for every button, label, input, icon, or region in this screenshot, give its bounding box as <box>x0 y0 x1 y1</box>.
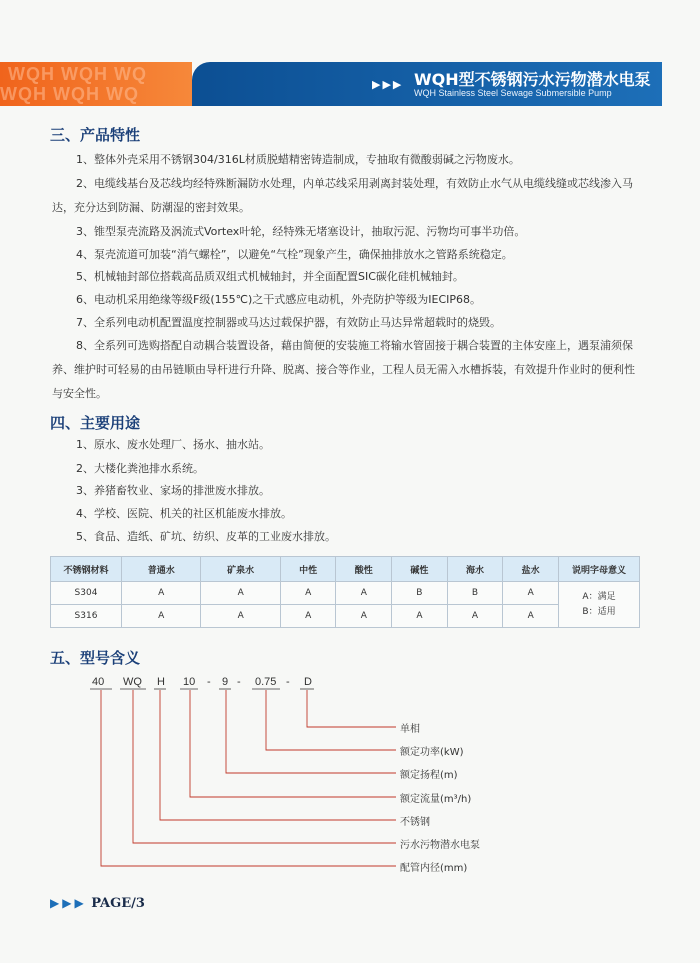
model-title: 五、型号含义 <box>50 649 141 667</box>
header-watermark: WQH WQH WQ <box>8 64 147 84</box>
code-dash: - <box>207 676 211 688</box>
annotation-flow: 额定流量(m³/h) <box>400 794 472 805</box>
legend-a: A：满足 <box>582 591 616 602</box>
code-head: 9 <box>222 676 229 688</box>
code-pipe-diameter: 40 <box>92 676 105 688</box>
table-header: 不锈钢材料 <box>51 557 122 582</box>
table-header: 海水 <box>447 557 503 582</box>
annotation-power: 额定功率(kW) <box>400 747 464 758</box>
feature-item: 4、泵壳流道可加装“消气螺栓”，以避免“气栓”现象产生，确保抽排放水之管路系统稳定。 <box>76 248 513 261</box>
code-material: H <box>157 676 165 688</box>
table-header: 说明字母意义 <box>559 557 640 582</box>
code-phase: D <box>304 676 312 688</box>
code-dash: - <box>237 676 241 688</box>
annotation-pipe-diameter: 配管内径(mm) <box>400 863 468 874</box>
table-cell: B <box>447 582 503 605</box>
table-header: 碱性 <box>392 557 448 582</box>
use-item: 5、食品、造纸、矿坑、纺织、皮革的工业废水排放。 <box>76 530 336 543</box>
legend-b: B：适用 <box>582 606 616 617</box>
table-cell: S316 <box>51 605 122 628</box>
table-cell: A <box>201 605 280 628</box>
annotation-type: 污水污物潜水电泵 <box>400 840 480 851</box>
table-cell: B <box>392 582 448 605</box>
table-cell: A <box>392 605 448 628</box>
page-label: PAGE/3 <box>91 896 145 911</box>
annotation-phase: 单相 <box>400 724 420 735</box>
use-item: 2、大楼化粪池排水系统。 <box>76 462 204 475</box>
table-header: 盐水 <box>503 557 559 582</box>
table-cell: A <box>280 605 336 628</box>
table-cell: A <box>336 582 392 605</box>
table-header: 酸性 <box>336 557 392 582</box>
page-number <box>50 896 145 911</box>
annotation-head: 额定扬程(m) <box>400 770 458 781</box>
table-cell: S304 <box>51 582 122 605</box>
code-flow: 10 <box>183 676 196 688</box>
table-cell: A <box>336 605 392 628</box>
page-arrows-icon: ▶▶▶ <box>50 896 87 910</box>
table-cell: A <box>122 582 201 605</box>
features-title: 三、产品特性 <box>50 126 141 144</box>
code-dash: - <box>286 676 290 688</box>
table-header: 中性 <box>280 557 336 582</box>
code-type: WQ <box>123 676 142 688</box>
table-header: 普通水 <box>122 557 201 582</box>
feature-item: 5、机械轴封部位搭载高品质双组式机械轴封，并全面配置SIC碳化硅机械轴封。 <box>76 270 464 283</box>
header-arrows-icon: ▶▶▶ <box>372 78 404 91</box>
table-cell: A <box>201 582 280 605</box>
header-title-en: WQH Stainless Steel Sewage Submersible Pump <box>414 88 612 98</box>
table-cell: A <box>503 605 559 628</box>
feature-item: 8、全系列可选购搭配自动耦合装置设备，藉由简便的安装施工将输水管固接于耦合装置的主体安座上，遇泵浦须保养、维护时可轻易的由吊链顺由导杆进行升降、脱离、接合等作业，工程人员无需入水槽拆装，有效提升作业时的便利性与安全性。 <box>52 339 635 400</box>
code-power: 0.75 <box>255 676 277 688</box>
table-cell: A <box>447 605 503 628</box>
annotation-material: 不锈钢 <box>400 817 430 828</box>
header-title-cn: WQH型不锈钢污水污物潜水电泵 <box>414 70 651 89</box>
feature-item: 6、电动机采用绝缘等级F级(155℃)之干式感应电动机，外壳防护等级为IECIP68。 <box>76 293 482 306</box>
feature-item: 2、电缆线基台及芯线均经特殊断漏防水处理，内单芯线采用剥离封装处理，有效防止水气从电缆线缝或芯线渗入马达，充分达到防漏、防潮湿的密封效果。 <box>52 177 633 214</box>
uses-title: 四、主要用途 <box>50 414 141 432</box>
table-header: 矿泉水 <box>201 557 280 582</box>
feature-item: 3、锥型泵壳流路及涡流式Vortex叶轮，经特殊无堵塞设计，抽取污泥、污物均可事半功倍。 <box>76 225 526 238</box>
use-item: 1、原水、废水处理厂、扬水、抽水站。 <box>76 438 270 451</box>
header-watermark: WQH WQH WQ <box>0 84 139 104</box>
table-cell: A <box>122 605 201 628</box>
table-cell: A <box>503 582 559 605</box>
use-item: 4、学校、医院、机关的社区机能废水排放。 <box>76 507 292 520</box>
feature-item: 1、整体外壳采用不锈钢304/316L材质脱蜡精密铸造制成，专抽取有微酸弱碱之污物废水。 <box>76 153 520 166</box>
use-item: 3、养猪畜牧业、家场的排泄废水排放。 <box>76 484 270 497</box>
feature-item: 7、全系列电动机配置温度控制器或马达过载保护器，有效防止马达异常超载时的烧毁。 <box>76 316 501 329</box>
table-cell: A <box>280 582 336 605</box>
